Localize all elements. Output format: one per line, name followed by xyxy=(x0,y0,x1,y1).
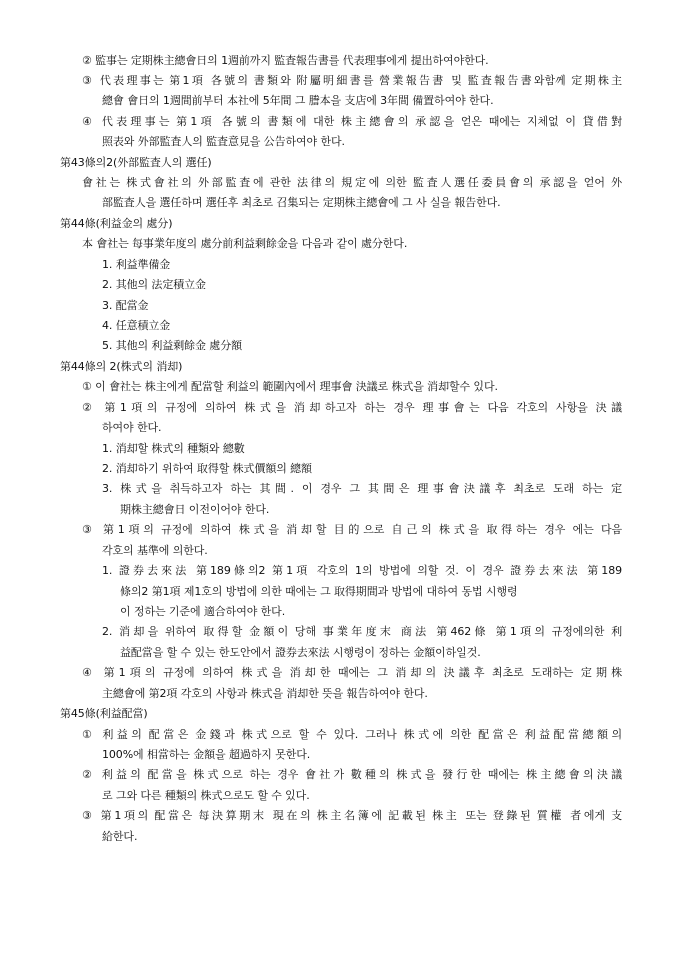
article-43-2-body-line-2: 部監査人을 選任하며 選任후 최초로 召集되는 定期株主總會에 그 사 실을 報告한다. xyxy=(102,196,501,209)
article-43-2-body-line-1: 會社는 株式會社의 外部監査에 관한 法律의 規定에 의한 監査人選任委員會의 承認을 얻어 外 xyxy=(82,176,622,189)
article-44-2-para-2-item-1: 1. 消却할 株式의 種類와 總數 xyxy=(102,442,245,455)
article-44-2-para-4-line-2: 主總會에 第2項 각호의 사항과 株式을 消却한 뜻을 報告하여야 한다. xyxy=(102,687,428,700)
article-44-2-para-3-line-2: 각호의 基準에 의한다. xyxy=(102,544,208,557)
article-45-para-1-line-2: 100%에 相當하는 金額을 超過하지 못한다. xyxy=(102,748,311,761)
article-45-para-2-line-1: ② 利益의 配當을 株式으로 하는 경우 會社가 數種의 株式을 發行한 때에는 株主總會의決議 xyxy=(82,768,622,781)
article-44-2-para-3-item-2-line-1: 2. 消却을 위하여 取得할 金額이 당해 事業年度末 商法 第462條 第1項의 규정에의한 利 xyxy=(102,625,622,638)
article-44-2-para-3-item-1-line-3: 이 정하는 기준에 適合하여야 한다. xyxy=(120,605,286,618)
clause-43-para-4-line-1: ④ 代表理事는 第1項 各號의 書類에 대한 株主總會의 承認을 얻은 때에는 지체없 이 貸借對 xyxy=(82,115,622,128)
article-44-2-para-3-line-1: ③ 第1項의 규정에 의하여 株式을 消却할 目的으로 自己의 株式을 取得하는 경우 에는 다음 xyxy=(82,523,622,536)
article-44-2-para-4-line-1: ④ 第1項의 규정에 의하여 株式을 消却한 때에는 그 消却의 決議후 최초로 도래하는 定期株 xyxy=(82,666,622,679)
article-44-item-2: 2. 其他의 法定積立金 xyxy=(102,278,206,291)
article-44-2-para-3-item-2-line-2: 益配當을 할 수 있는 한도안에서 證券去來法 시행령이 정하는 金額이하일것. xyxy=(120,646,481,659)
clause-43-para-4-line-2: 照表와 外部監査人의 監査意見을 公告하여야 한다. xyxy=(102,135,345,148)
clause-43-para-3-line-1: ③ 代表理事는 第1項 各號의 書類와 附屬明細書를 營業報告書 및 監査報告書와함께 定期株主 xyxy=(82,74,622,87)
article-44-2-para-2-item-3-line-2: 期株主總會日 이전이어야 한다. xyxy=(120,503,270,516)
article-44-2-para-2-item-2: 2. 消却하기 위하여 取得할 株式價額의 總額 xyxy=(102,462,312,475)
article-44-2-para-2-line-2: 하여야 한다. xyxy=(102,421,162,434)
article-45-para-1-line-1: ① 利益의 配當은 金錢과 株式으로 할 수 있다. 그러나 株式에 의한 配當은 利益配當總額의 xyxy=(82,728,622,741)
article-45-para-3-line-2: 給한다. xyxy=(102,830,138,843)
article-44-item-5: 5. 其他의 利益剩餘金 處分額 xyxy=(102,339,243,352)
article-44-2-para-3-item-1-line-2: 條의2 第1項 제1호의 방법에 의한 때에는 그 取得期間과 방법에 대하여 동법 시행령 xyxy=(120,585,518,598)
article-45-para-2-line-2: 로 그와 다른 種類의 株式으로도 할 수 있다. xyxy=(102,789,310,802)
article-44-item-3: 3. 配當金 xyxy=(102,299,149,312)
article-45-heading: 第45條(利益配當) xyxy=(60,707,148,720)
article-43-2-heading: 第43條의2(外部監査人의 選任) xyxy=(60,156,212,169)
article-44-item-1: 1. 利益準備金 xyxy=(102,258,171,271)
article-44-heading: 第44條(利益金의 處分) xyxy=(60,217,173,230)
article-44-body: 本 會社는 每事業年度의 處分前利益剩餘金을 다음과 같이 處分한다. xyxy=(82,237,408,250)
article-44-2-para-1: ① 이 會社는 株主에게 配當할 利益의 範圍內에서 理事會 決議로 株式을 消却할수 있다. xyxy=(82,380,498,393)
article-44-item-4: 4. 任意積立金 xyxy=(102,319,171,332)
clause-43-para-3-line-2: 總會 會日의 1週間前부터 本社에 5年間 그 謄本을 支店에 3年間 備置하여야 한다. xyxy=(102,94,494,107)
article-44-2-para-2-line-1: ② 第1項의 규정에 의하여 株式을 消却하고자 하는 경우 理事會는 다음 각호의 사항을 決議 xyxy=(82,401,622,414)
article-44-2-para-3-item-1-line-1: 1. 證券去來法 第189條의2 第1項 각호의 1의 방법에 의할 것. 이 경우 證券去來法 第189 xyxy=(102,564,622,577)
article-45-para-3-line-1: ③ 第1項의 配當은 每決算期末 現在의 株主名簿에 記載된 株主 또는 登錄된 質權 者에게 支 xyxy=(82,809,622,822)
clause-43-para-2-line-1: ② 監事는 定期株主總會日의 1週前까지 監査報告書를 代表理事에게 提出하여야한다. xyxy=(82,54,489,67)
article-44-2-heading: 第44條의 2(株式의 消却) xyxy=(60,360,183,373)
article-44-2-para-2-item-3-line-1: 3. 株式을 취득하고자 하는 其間. 이 경우 그 其間은 理事會決議후 최초로 도래 하는 定 xyxy=(102,482,622,495)
